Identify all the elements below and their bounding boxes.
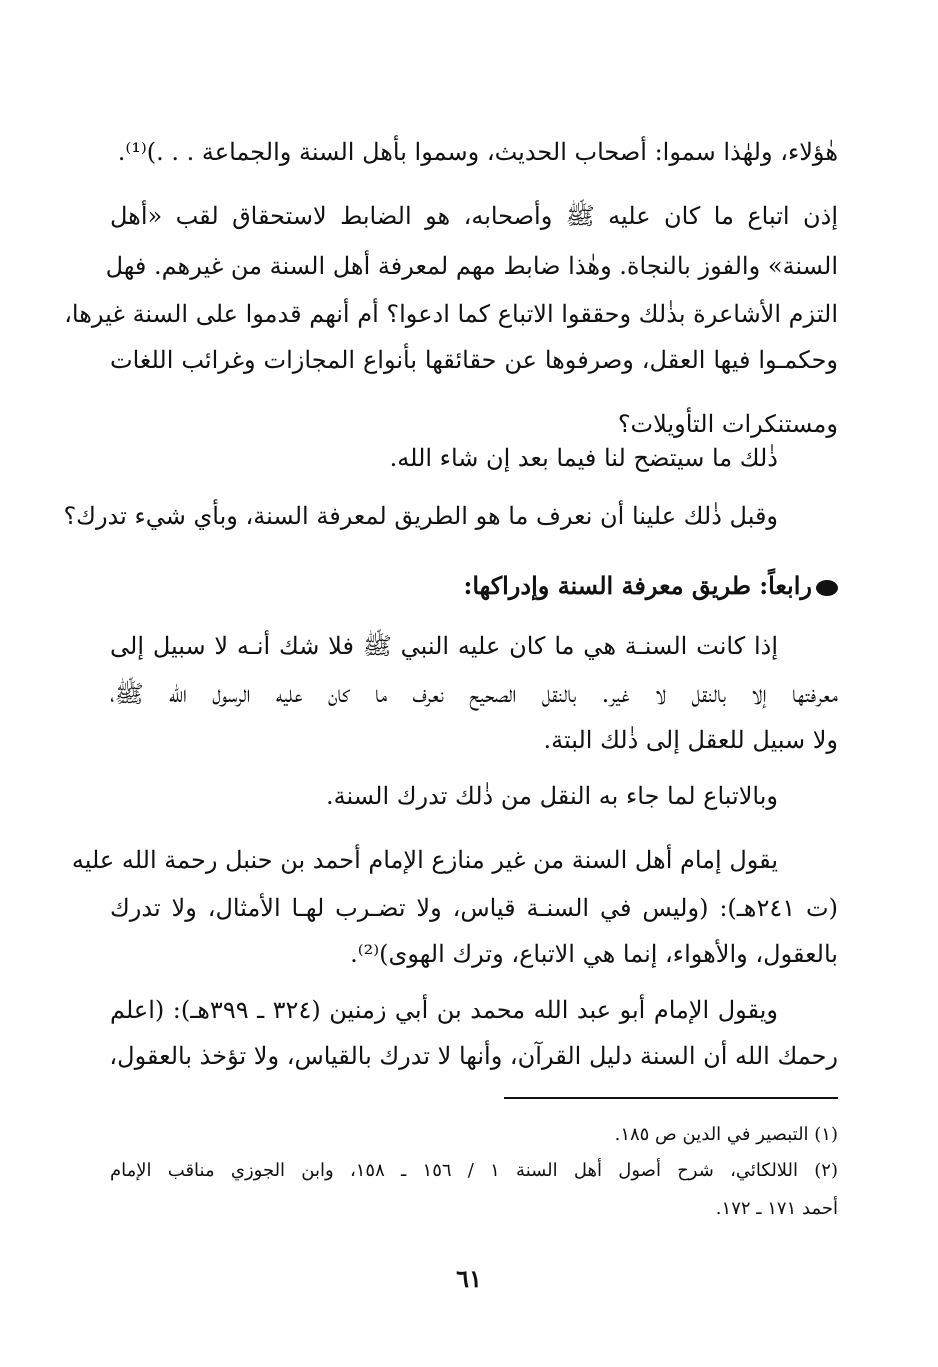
body-line-4: التزم الأشاعرة بذٰلك وحققوا الاتباع كما ادعوا؟ أم أنهم قدموا على السنة غيرها، (64, 300, 838, 328)
body-line-2: إذن اتباع ما كان عليه ﷺ وأصحابه، هو الضابط لاستحقاق لقب «أهل (110, 202, 838, 230)
footnote-separator (504, 1097, 838, 1099)
body-line-10: إذا كانت السنـة هي ما كان عليه النبي ﷺ فلا شك أنـه لا سبيل إلى (110, 632, 778, 660)
page-number: ٦١ (456, 1264, 482, 1293)
body-line-13: وبالاتباع لما جاء به النقل من ذٰلك تدرك السنة. (325, 782, 778, 810)
footnote-2-cont: أحمد ١٧١ ـ ١٧٢. (715, 1198, 838, 1219)
body-line-15: (ت ٢٤١هـ): (وليس في السنـة قياس، ولا تضـرب لهـا الأمثال، ولا تدرك (110, 894, 838, 922)
section-heading (110, 566, 838, 606)
footnote-1: (١) التبصير في الدين ص ١٨٥. (614, 1124, 838, 1145)
footnote-2: (٢) اللالكائي، شرح أصول أهل السنة ١ / ١٥٦ ـ ١٥٨، وابن الجوزي مناقب الإمام (110, 1160, 838, 1181)
bullet-icon (816, 580, 838, 596)
section-heading-text: رابعاً: طريق معرفة السنة وإدراكها: (463, 571, 812, 600)
body-line-5: وحكمـوا فيها العقل، وصرفوها عن حقائقها بأنواع المجازات وغرائب اللغات (110, 346, 838, 374)
body-line-16: بالعقول، والأهواء، إنما هي الاتباع، وترك الهوى)⁽²⁾. (350, 940, 838, 968)
body-line-1: هٰؤلاء، ولهٰذا سموا: أصحاب الحديث، وسموا بأهل السنة والجماعة . . .)⁽¹⁾. (117, 138, 838, 166)
body-line-7: ذٰلك ما سيتضح لنا فيما بعد إن شاء الله. (389, 444, 778, 472)
body-line-14: يقول إمام أهل السنة من غير منازع الإمام أحمد بن حنبل رحمة الله عليه (71, 846, 778, 874)
body-line-11: معرفتها إلا بالنقل لا غير. بالنقل الصحيح نعرف ما كان عليه الرسول الله ﷺ، (110, 680, 838, 708)
body-line-3: السنة» والفوز بالنجاة. وهٰذا ضابط مهم لمعرفة أهل السنة من غيرهم. فهل (105, 252, 838, 280)
body-line-8: وقبل ذٰلك علينا أن نعرف ما هو الطريق لمعرفة السنة، وبأي شيء تدرك؟ (63, 502, 778, 530)
body-line-6: ومستنكرات التأويلات؟ (617, 410, 838, 438)
body-line-12: ولا سبيل للعقل إلى ذٰلك البتة. (543, 726, 838, 754)
body-line-17: ويقول الإمام أبو عبد الله محمد بن أبي زمنين (٣٢٤ ـ ٣٩٩هـ): (اعلم (110, 996, 778, 1024)
body-line-18: رحمك الله أن السنة دليل القرآن، وأنها لا تدرك بالقياس، ولا تؤخذ بالعقول، (109, 1042, 838, 1070)
